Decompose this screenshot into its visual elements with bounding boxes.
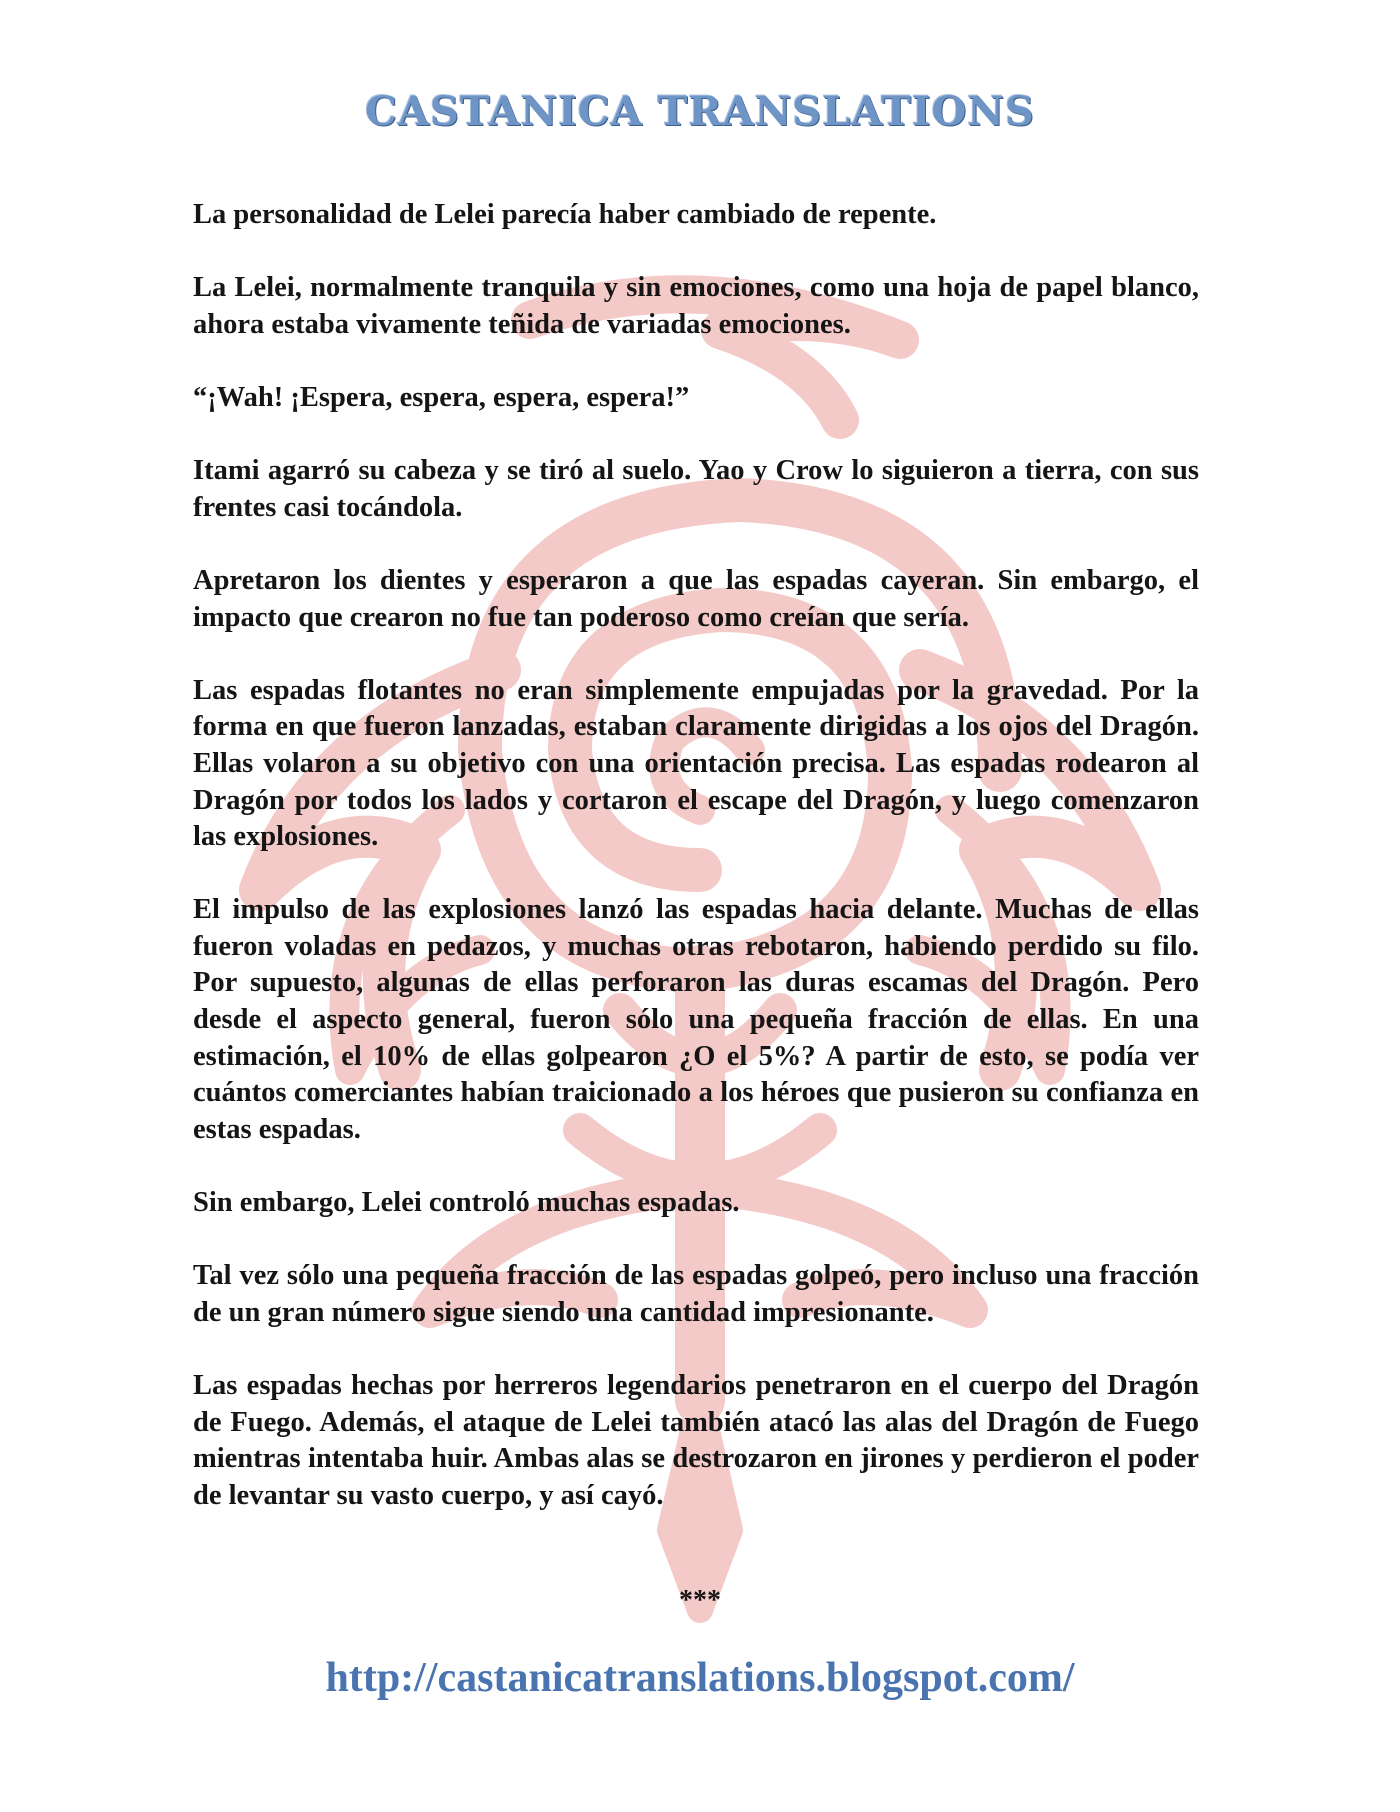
paragraph-5: Apretaron los dientes y esperaron a que las espadas cayeran. Sin embargo, el impacto que crearon no fue tan poderoso como creían que sería. bbox=[193, 564, 1199, 633]
paragraph-4: Itami agarró su cabeza y se tiró al suelo. Yao y Crow lo siguieron a tierra, con sus frentes casi tocándola. bbox=[193, 455, 1199, 523]
paragraph-10: Las espadas hechas por herreros legendarios penetraron en el cuerpo del Dragón de Fuego. Además, el ataque de Lelei también atacó las alas del Dragón de Fuego mientras intentaba huir. Ambas alas se destrozaron en jirones y perdieron el poder de levantar su vasto cuerpo, y así cayó. bbox=[193, 1370, 1199, 1511]
footer-url-link[interactable]: http://castanicatranslations.blogspot.com/ bbox=[325, 1655, 1075, 1701]
paragraph-8: Sin embargo, Lelei controló muchas espadas. bbox=[193, 1187, 740, 1219]
paragraph-9: Tal vez sólo una pequeña fracción de las espadas golpeó, pero incluso una fracción de un gran número sigue siendo una cantidad impresionante. bbox=[193, 1260, 1199, 1328]
paragraph-1: La personalidad de Lelei parecía haber cambiado de repente. bbox=[193, 199, 937, 230]
paragraph-7: El impulso de las explosiones lanzó las espadas hacia delante. Muchas de ellas fueron voladas en pedazos, y muchas otras rebotaron, habiendo perdido su filo. Por supuesto, algunas de ellas perforaron las duras escamas del Dragón. Pero desde el aspecto general, fueron sólo una pequeña fracción de ellas. En una estimación, el 10% de ellas golpearon ¿O el 5%? A partir de esto, se podía ver cuántos comerciantes habían traicionado a los héroes que pusieron su confianza en estas espadas. bbox=[193, 894, 1199, 1145]
chapter-text bbox=[193, 197, 1199, 1551]
paragraph-2: La Lelei, normalmente tranquila y sin emociones, como una hoja de papel blanco, ahora estaba vivamente teñida de variadas emociones. bbox=[193, 272, 1199, 340]
site-title: CASTANICA TRANSLATIONS bbox=[365, 88, 1035, 135]
paragraph-6: Las espadas flotantes no eran simplemente empujadas por la gravedad. Por la forma en que fueron lanzadas, estaban claramente dirigidas a los ojos del Dragón. Ellas volaron a su objetivo con una orientación precisa. Las espadas rodearon al Dragón por todos los lados y cortaron el escape del Dragón, y luego comenzaron las explosiones. bbox=[193, 674, 1199, 853]
paragraph-3: “¡Wah! ¡Espera, espera, espera, espera!” bbox=[193, 381, 690, 413]
section-separator: *** bbox=[679, 1585, 721, 1616]
